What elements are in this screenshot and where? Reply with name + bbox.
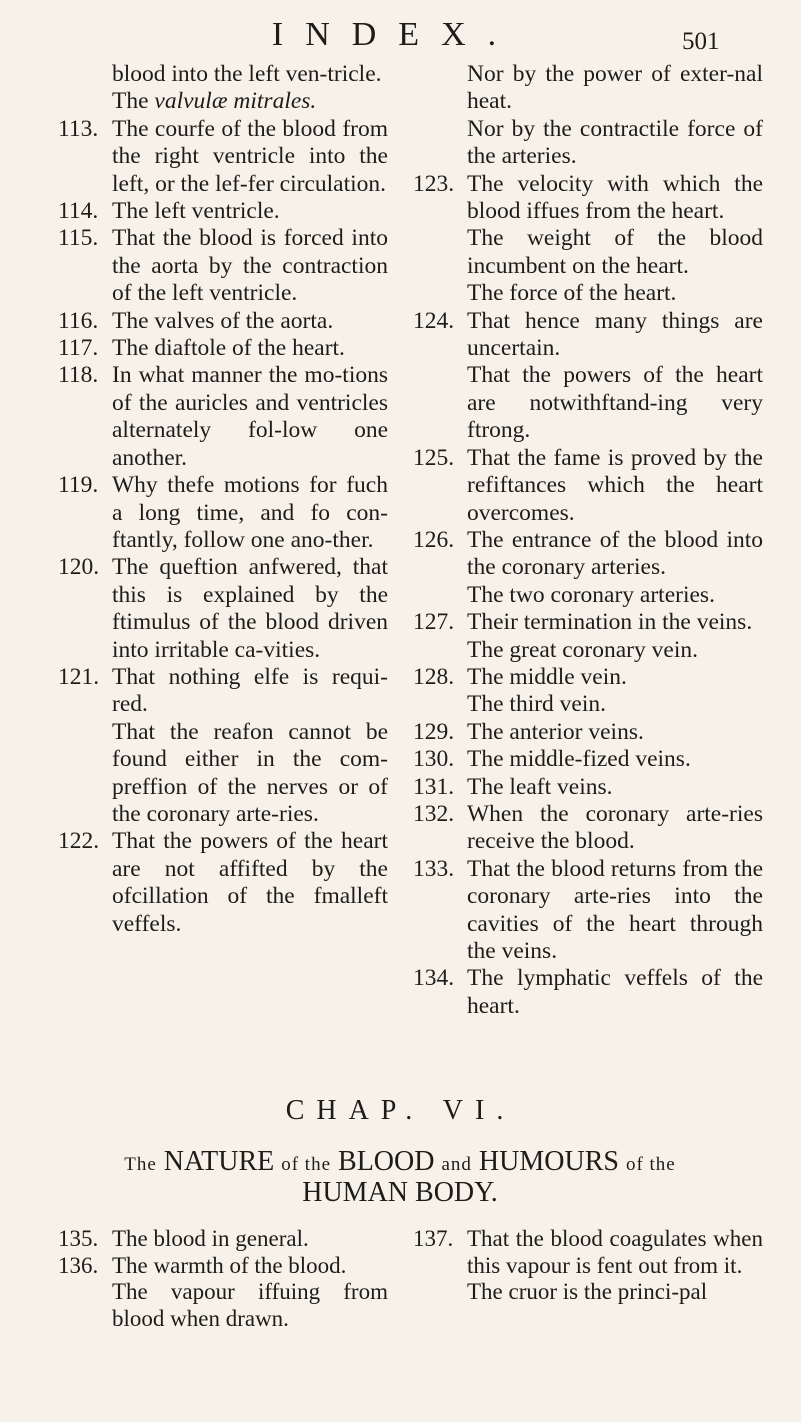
entry-text: The blood in general. — [112, 1226, 309, 1251]
index-entry — [413, 746, 763, 773]
entry-number: 115. — [58, 225, 99, 252]
index-entry — [58, 198, 388, 225]
index-entry — [413, 527, 763, 582]
entry-text: Nor by the contractile force of the arteries. — [467, 115, 763, 170]
entry-text: That hence many things are uncertain. — [467, 307, 763, 362]
entry-text: The middle-fized veins. — [467, 746, 691, 773]
entry-text: The queftion anfwered, that this is explained by the ftimulus of the blood driven into irritable ca-vities. — [112, 554, 388, 663]
entry-text: The entrance of the blood into the coronary arteries. — [467, 526, 763, 581]
entry-text: That the powers of the heart are not affifted by the ofcillation of the fmalleft veffels. — [112, 828, 388, 937]
index-entry — [413, 582, 763, 609]
entry-text: The valvulæ mitrales. — [112, 88, 317, 115]
index-column-right — [413, 61, 763, 1020]
entry-number: 113. — [58, 115, 99, 142]
index-entry — [58, 719, 388, 829]
entry-number: 119. — [58, 472, 99, 499]
entry-number: 114. — [58, 198, 99, 225]
index-entry — [413, 445, 763, 527]
index-entry — [58, 554, 388, 664]
entry-text: When the coronary arte-ries receive the blood. — [467, 800, 763, 855]
index-entry — [58, 1226, 388, 1253]
entry-text: The force of the heart. — [467, 280, 677, 307]
entry-text: The middle vein. — [467, 663, 627, 690]
title-blood: BLOOD — [338, 1146, 435, 1177]
entry-text: blood into the left ven-tricle. — [112, 61, 382, 87]
entry-number: 118. — [58, 362, 99, 389]
entry-number: 122. — [58, 828, 100, 855]
index-entry — [413, 856, 763, 966]
entry-text: That the blood returns from the coronary arte-ries into the cavities of the heart through the veins. — [467, 855, 763, 964]
entry-text: Why thefe motions for fuch a long time, and fo con-ftantly, follow one ano-ther. — [112, 472, 388, 553]
index-entry — [58, 362, 388, 472]
index-column-left — [58, 61, 388, 938]
index-entry — [413, 965, 763, 1020]
index-entry — [413, 308, 763, 363]
entry-text: The lymphatic veffels of the heart. — [467, 965, 763, 1019]
index-entry — [413, 362, 763, 444]
index-entry — [58, 116, 388, 198]
index-entry — [413, 116, 763, 171]
entry-text: That the reafon cannot be found either in the com-preffion of the nerves or of the coronary arte-ries. — [112, 718, 388, 827]
entry-text: The two coronary arteries. — [467, 581, 715, 608]
entry-text: The vapour iffuing from blood when drawn. — [112, 1279, 388, 1331]
entry-text: The great coronary vein. — [467, 636, 698, 663]
title-human-body: HUMAN BODY. — [302, 1177, 498, 1208]
entry-number: 136. — [58, 1252, 99, 1278]
entry-text: The leaft veins. — [467, 773, 613, 800]
index-entry — [413, 280, 763, 307]
index-entry — [413, 1279, 763, 1306]
entry-number: 132. — [413, 800, 455, 827]
index-entry — [413, 664, 763, 691]
title-nature: NATURE — [163, 1146, 275, 1177]
entry-text: Their termination in the veins. — [467, 609, 753, 636]
entry-text: The left ventricle. — [112, 198, 280, 225]
entry-number: 116. — [58, 307, 99, 334]
entry-text: The weight of the blood incumbent on the heart. — [467, 225, 763, 279]
title-of-the-2: of the — [625, 1154, 676, 1175]
entry-text: In what manner the mo-tions of the auricles and ventricles alternately fol-low one another. — [112, 362, 388, 471]
entry-text: The anterior veins. — [467, 718, 644, 745]
index-entry — [58, 308, 388, 335]
index-column-lower-left — [58, 1226, 388, 1332]
index-entry — [413, 171, 763, 226]
entry-text: The cruor is the princi-pal — [467, 1279, 708, 1305]
index-entry — [413, 609, 763, 636]
title-of-the-1: of the — [281, 1154, 332, 1175]
index-entry — [413, 61, 763, 116]
entry-number: 137. — [413, 1226, 454, 1251]
entry-text: The warmth of the blood. — [112, 1252, 347, 1278]
index-title: INDEX. — [271, 16, 519, 53]
index-entry — [413, 1226, 763, 1279]
entry-number: 117. — [58, 335, 99, 362]
entry-text: The courfe of the blood from the right ventricle into the left, or the lef-fer circulation. — [112, 115, 388, 197]
page-header — [0, 10, 801, 62]
entry-text: That the blood coagulates when this vapour is fent out from it. — [467, 1226, 763, 1278]
entry-number: 121. — [58, 663, 100, 690]
index-entry — [58, 472, 388, 554]
index-entry — [413, 637, 763, 664]
entry-text: That the fame is proved by the refiftances which the heart overcomes. — [467, 444, 763, 526]
chapter-heading: CHAP. VI. — [285, 1095, 516, 1126]
entry-text: Nor by the power of exter-nal heat. — [467, 61, 763, 115]
entry-text: The valves of the aorta. — [112, 307, 334, 334]
title-the: The — [124, 1154, 157, 1175]
entry-number: 129. — [413, 718, 455, 745]
entry-number: 133. — [413, 855, 455, 882]
index-column-lower-right — [413, 1226, 763, 1306]
title-and: and — [441, 1154, 472, 1175]
index-entry — [58, 335, 388, 362]
entry-number: 131. — [413, 773, 455, 800]
index-entry — [58, 88, 388, 115]
index-entry — [58, 828, 388, 938]
entry-text: That nothing elfe is requi-red. — [112, 663, 388, 718]
entry-italic-text: valvulæ mitrales. — [154, 88, 317, 115]
entry-number: 127. — [413, 609, 455, 636]
section-title — [30, 1148, 770, 1207]
entry-number: 123. — [413, 170, 455, 197]
index-entry — [413, 801, 763, 856]
index-entry — [413, 719, 763, 746]
page-number: 501 — [682, 28, 720, 55]
index-entry — [58, 1279, 388, 1332]
entry-number: 124. — [413, 307, 455, 334]
index-entry — [58, 225, 388, 307]
entry-text: That the blood is forced into the aorta by the contraction of the left ventricle. — [112, 225, 388, 307]
index-entry — [58, 1253, 388, 1280]
entry-number: 120. — [58, 554, 100, 581]
entry-text: The third vein. — [467, 691, 607, 718]
entry-number: 126. — [413, 526, 455, 553]
title-humours: HUMOURS — [478, 1146, 619, 1177]
index-entry — [58, 664, 388, 719]
entry-text: The velocity with which the blood iffues from the heart. — [467, 170, 763, 225]
entry-number: 134. — [413, 965, 455, 992]
entry-number: 135. — [58, 1226, 99, 1251]
index-entry — [413, 225, 763, 280]
index-entry — [58, 61, 388, 88]
entry-number: 130. — [413, 746, 455, 773]
index-entry — [413, 774, 763, 801]
entry-number: 125. — [413, 444, 455, 471]
entry-text: That the powers of the heart are notwithftand-ing very ftrong. — [467, 362, 763, 444]
entry-number: 128. — [413, 663, 455, 690]
index-entry — [413, 691, 763, 718]
entry-text: The diaftole of the heart. — [112, 335, 345, 362]
